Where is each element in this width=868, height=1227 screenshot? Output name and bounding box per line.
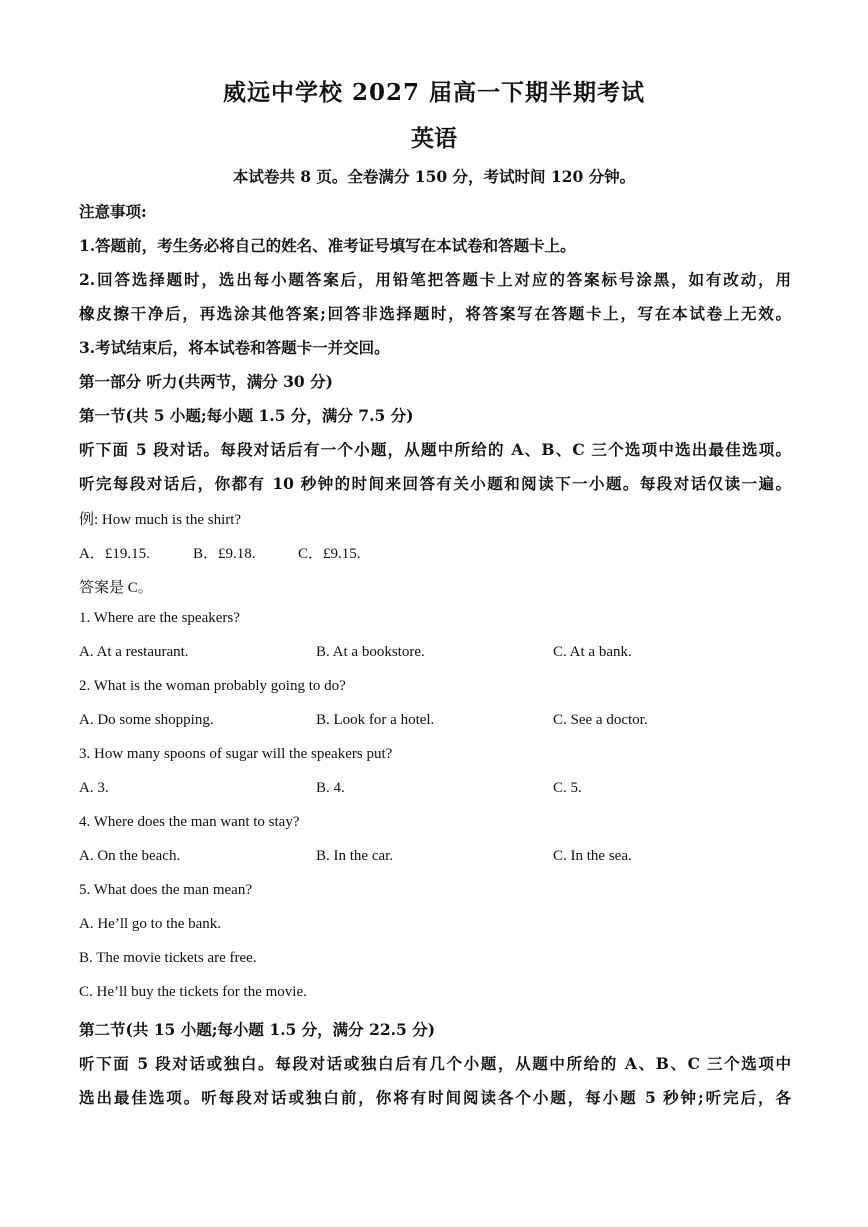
section-1-instruction-2: 听完每段对话后，你都有 10 秒钟的时间来回答有关小题和阅读下一小题。每段对话仅读一遍。 bbox=[79, 474, 791, 493]
section-2-instruction-1: 听下面 5 段对话或独白。每段对话或独白后有几个小题，从题中所给的 A、B、C 三个选项中 bbox=[79, 1054, 791, 1073]
question-1-option-a: A. At a restaurant. bbox=[79, 644, 189, 660]
exam-title: 威远中学校 2027 届高一下期半期考试 bbox=[222, 79, 646, 106]
question-5-option-a: A. He’ll go to the bank. bbox=[79, 916, 222, 932]
example-option-a: A．£19.15. bbox=[79, 546, 150, 562]
question-4-option-c: C. In the sea. bbox=[553, 848, 632, 864]
section-1-heading: 第一节(共 5 小题;每小题 1.5 分，满分 7.5 分) bbox=[79, 406, 414, 425]
question-5-option-b: B. The movie tickets are free. bbox=[79, 950, 257, 966]
question-5: 5. What does the man mean? bbox=[79, 882, 252, 898]
question-4-option-a: A. On the beach. bbox=[79, 848, 181, 864]
exam-info: 本试卷共 8 页。全卷满分 150 分，考试时间 120 分钟。 bbox=[232, 167, 636, 186]
example-question: 例: How much is the shirt? bbox=[79, 512, 242, 528]
question-3-option-a: A. 3. bbox=[79, 780, 109, 796]
question-2-option-c: C. See a doctor. bbox=[553, 712, 648, 728]
section-2-instruction-2: 选出最佳选项。听每段对话或独白前，你将有时间阅读各个小题，每小题 5 秒钟;听完后，各 bbox=[79, 1088, 791, 1107]
note-3: 3.考试结束后，将本试卷和答题卡一并交回。 bbox=[79, 338, 390, 357]
notes-heading: 注意事项: bbox=[79, 202, 147, 221]
question-1: 1. Where are the speakers? bbox=[79, 610, 240, 626]
question-1-option-b: B. At a bookstore. bbox=[316, 644, 425, 660]
question-4: 4. Where does the man want to stay? bbox=[79, 814, 300, 830]
question-2: 2. What is the woman probably going to do? bbox=[79, 678, 346, 694]
example-answer: 答案是 C。 bbox=[79, 580, 153, 596]
note-2-line-1: 2.回答选择题时，选出每小题答案后，用铅笔把答题卡上对应的答案标号涂黑，如有改动，用 bbox=[79, 270, 791, 289]
section-1-instruction-1: 听下面 5 段对话。每段对话后有一个小题，从题中所给的 A、B、C 三个选项中选出最佳选项。 bbox=[79, 440, 791, 459]
question-3-option-b: B. 4. bbox=[316, 780, 345, 796]
question-2-option-b: B. Look for a hotel. bbox=[316, 712, 435, 728]
example-option-b: B．£9.18. bbox=[193, 546, 256, 562]
note-1: 1.答题前，考生务必将自己的姓名、准考证号填写在本试卷和答题卡上。 bbox=[79, 236, 576, 255]
question-2-option-a: A. Do some shopping. bbox=[79, 712, 214, 728]
section-2-heading: 第二节(共 15 小题;每小题 1.5 分，满分 22.5 分) bbox=[79, 1020, 436, 1039]
part-1-heading: 第一部分 听力(共两节，满分 30 分) bbox=[79, 372, 333, 391]
question-1-option-c: C. At a bank. bbox=[553, 644, 632, 660]
example-option-c: C．£9.15. bbox=[298, 546, 361, 562]
question-3: 3. How many spoons of sugar will the speakers put? bbox=[79, 746, 393, 762]
question-3-option-c: C. 5. bbox=[553, 780, 582, 796]
question-5-option-c: C. He’ll buy the tickets for the movie. bbox=[79, 984, 307, 1000]
note-2-line-2: 橡皮擦干净后，再选涂其他答案;回答非选择题时，将答案写在答题卡上，写在本试卷上无效。 bbox=[79, 304, 791, 323]
exam-subject: 英语 bbox=[411, 125, 457, 152]
question-4-option-b: B. In the car. bbox=[316, 848, 394, 864]
